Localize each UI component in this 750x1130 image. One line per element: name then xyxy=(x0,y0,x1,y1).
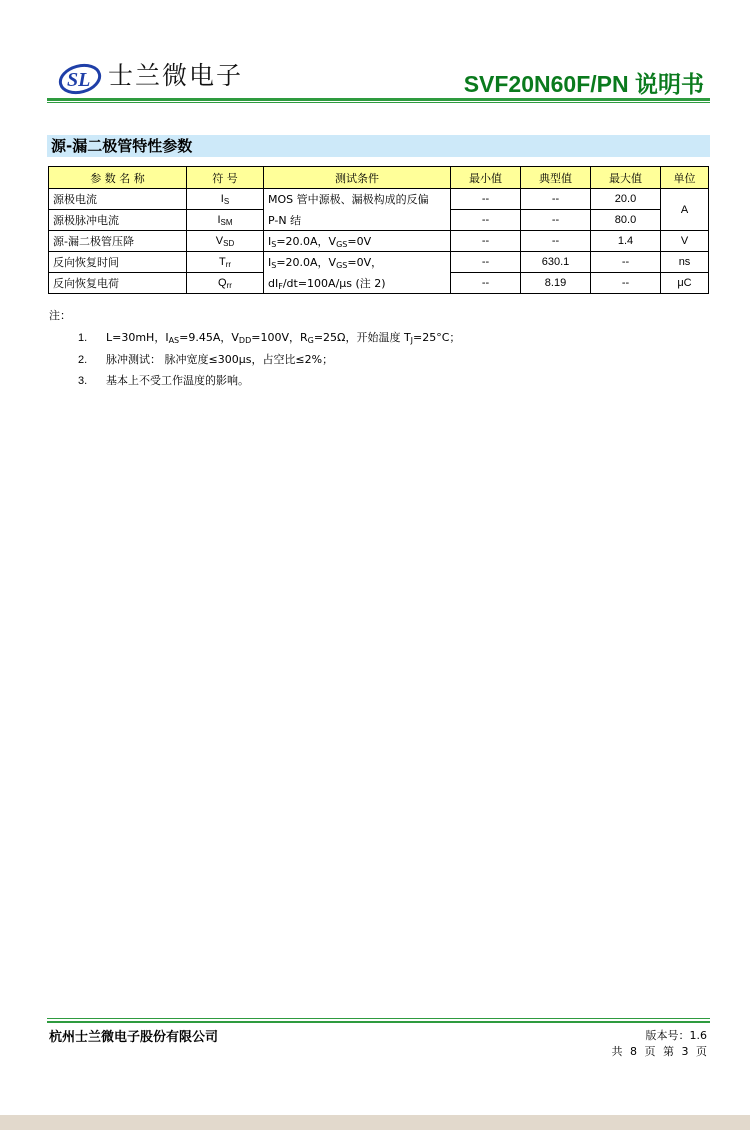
note-number: 1. xyxy=(78,332,88,344)
footer-version: 版本号：1.6 xyxy=(645,1029,707,1042)
notes-label: 注： xyxy=(49,309,71,322)
param-symbol: $T_{rr}$ xyxy=(187,252,264,273)
max-value: 80.0 xyxy=(591,210,661,231)
param-name: 源极电流 xyxy=(49,189,187,210)
unit-value: A xyxy=(661,189,709,231)
note-text: 基本上不受工作温度的影响。 xyxy=(106,374,249,387)
diode-characteristics-table xyxy=(48,166,709,294)
typ-value: -- xyxy=(521,231,591,252)
table-row xyxy=(49,273,709,294)
param-symbol: $I_S$ xyxy=(187,189,264,210)
header-param: 参 数 名 称 xyxy=(49,167,187,189)
max-value: 20.0 xyxy=(591,189,661,210)
svg-text:SL: SL xyxy=(67,69,91,91)
min-value: -- xyxy=(451,189,521,210)
header-unit: 单位 xyxy=(661,167,709,189)
section-title: 源-漏二极管特性参数 xyxy=(47,135,710,157)
min-value: -- xyxy=(451,231,521,252)
test-condition: $I_S=20.0A$，$V_{GS}=0V$ xyxy=(264,231,451,252)
header-min: 最小值 xyxy=(451,167,521,189)
footer-rule-thin xyxy=(47,1018,710,1019)
param-symbol: $I_{SM}$ xyxy=(187,210,264,231)
table-row xyxy=(49,189,709,210)
note-item xyxy=(78,372,249,388)
page-header xyxy=(0,0,750,110)
footer-company: 杭州士兰微电子股份有限公司 xyxy=(49,1030,219,1045)
test-condition: P-N 结 xyxy=(264,210,451,231)
note-number: 3. xyxy=(78,375,88,387)
min-value: -- xyxy=(451,252,521,273)
footer-rule xyxy=(47,1021,710,1023)
typ-value: -- xyxy=(521,210,591,231)
company-logo xyxy=(58,62,248,98)
param-name: 反向恢复时间 xyxy=(49,252,187,273)
logo-icon xyxy=(58,62,104,96)
table-row xyxy=(49,210,709,231)
note-item: 1. L=30mH，$I_{AS}=9.45A$，$V_{DD}=100V$，$R_G=25\Omega$，开始温度 $T_J=25^\circ C$； xyxy=(78,331,461,345)
param-name: 源极脉冲电流 xyxy=(49,210,187,231)
footer-page-number: 共 8 页 第 3 页 xyxy=(611,1045,707,1058)
header-symbol: 符 号 xyxy=(187,167,264,189)
max-value: 1.4 xyxy=(591,231,661,252)
min-value: -- xyxy=(451,273,521,294)
param-name: 反向恢复电荷 xyxy=(49,273,187,294)
typ-value: 8.19 xyxy=(521,273,591,294)
page-bottom-band xyxy=(0,1115,750,1130)
header-rule-thin xyxy=(47,102,710,103)
max-value: -- xyxy=(591,252,661,273)
header-rule xyxy=(47,98,710,101)
test-condition: $dI_F/dt=100A/\mu s$ (注 2) xyxy=(264,273,451,294)
header-condition: 测试条件 xyxy=(264,167,451,189)
typ-value: -- xyxy=(521,189,591,210)
test-condition: MOS 管中源极、漏极构成的反偏 xyxy=(264,189,451,210)
max-value: -- xyxy=(591,273,661,294)
company-name: 士兰微电子 xyxy=(108,61,244,90)
document-title: SVF20N60F/PN 说明书 xyxy=(463,71,704,97)
min-value: -- xyxy=(451,210,521,231)
header-typ: 典型值 xyxy=(521,167,591,189)
unit-value: V xyxy=(661,231,709,252)
note-text: 脉冲测试： 脉冲宽度≤300μs，占空比≤2%； xyxy=(106,353,334,366)
note-item xyxy=(78,351,333,367)
table-row xyxy=(49,231,709,252)
note-number: 2. xyxy=(78,354,88,366)
test-condition: $I_S=20.0A$，$V_{GS}=0V$， xyxy=(264,252,451,273)
unit-value: μC xyxy=(661,273,709,294)
table-header-row xyxy=(49,167,709,189)
header-max: 最大值 xyxy=(591,167,661,189)
param-name: 源-漏二极管压降 xyxy=(49,231,187,252)
typ-value: 630.1 xyxy=(521,252,591,273)
table-row xyxy=(49,252,709,273)
unit-value: ns xyxy=(661,252,709,273)
param-symbol: $V_{SD}$ xyxy=(187,231,264,252)
param-symbol: $Q_{rr}$ xyxy=(187,273,264,294)
